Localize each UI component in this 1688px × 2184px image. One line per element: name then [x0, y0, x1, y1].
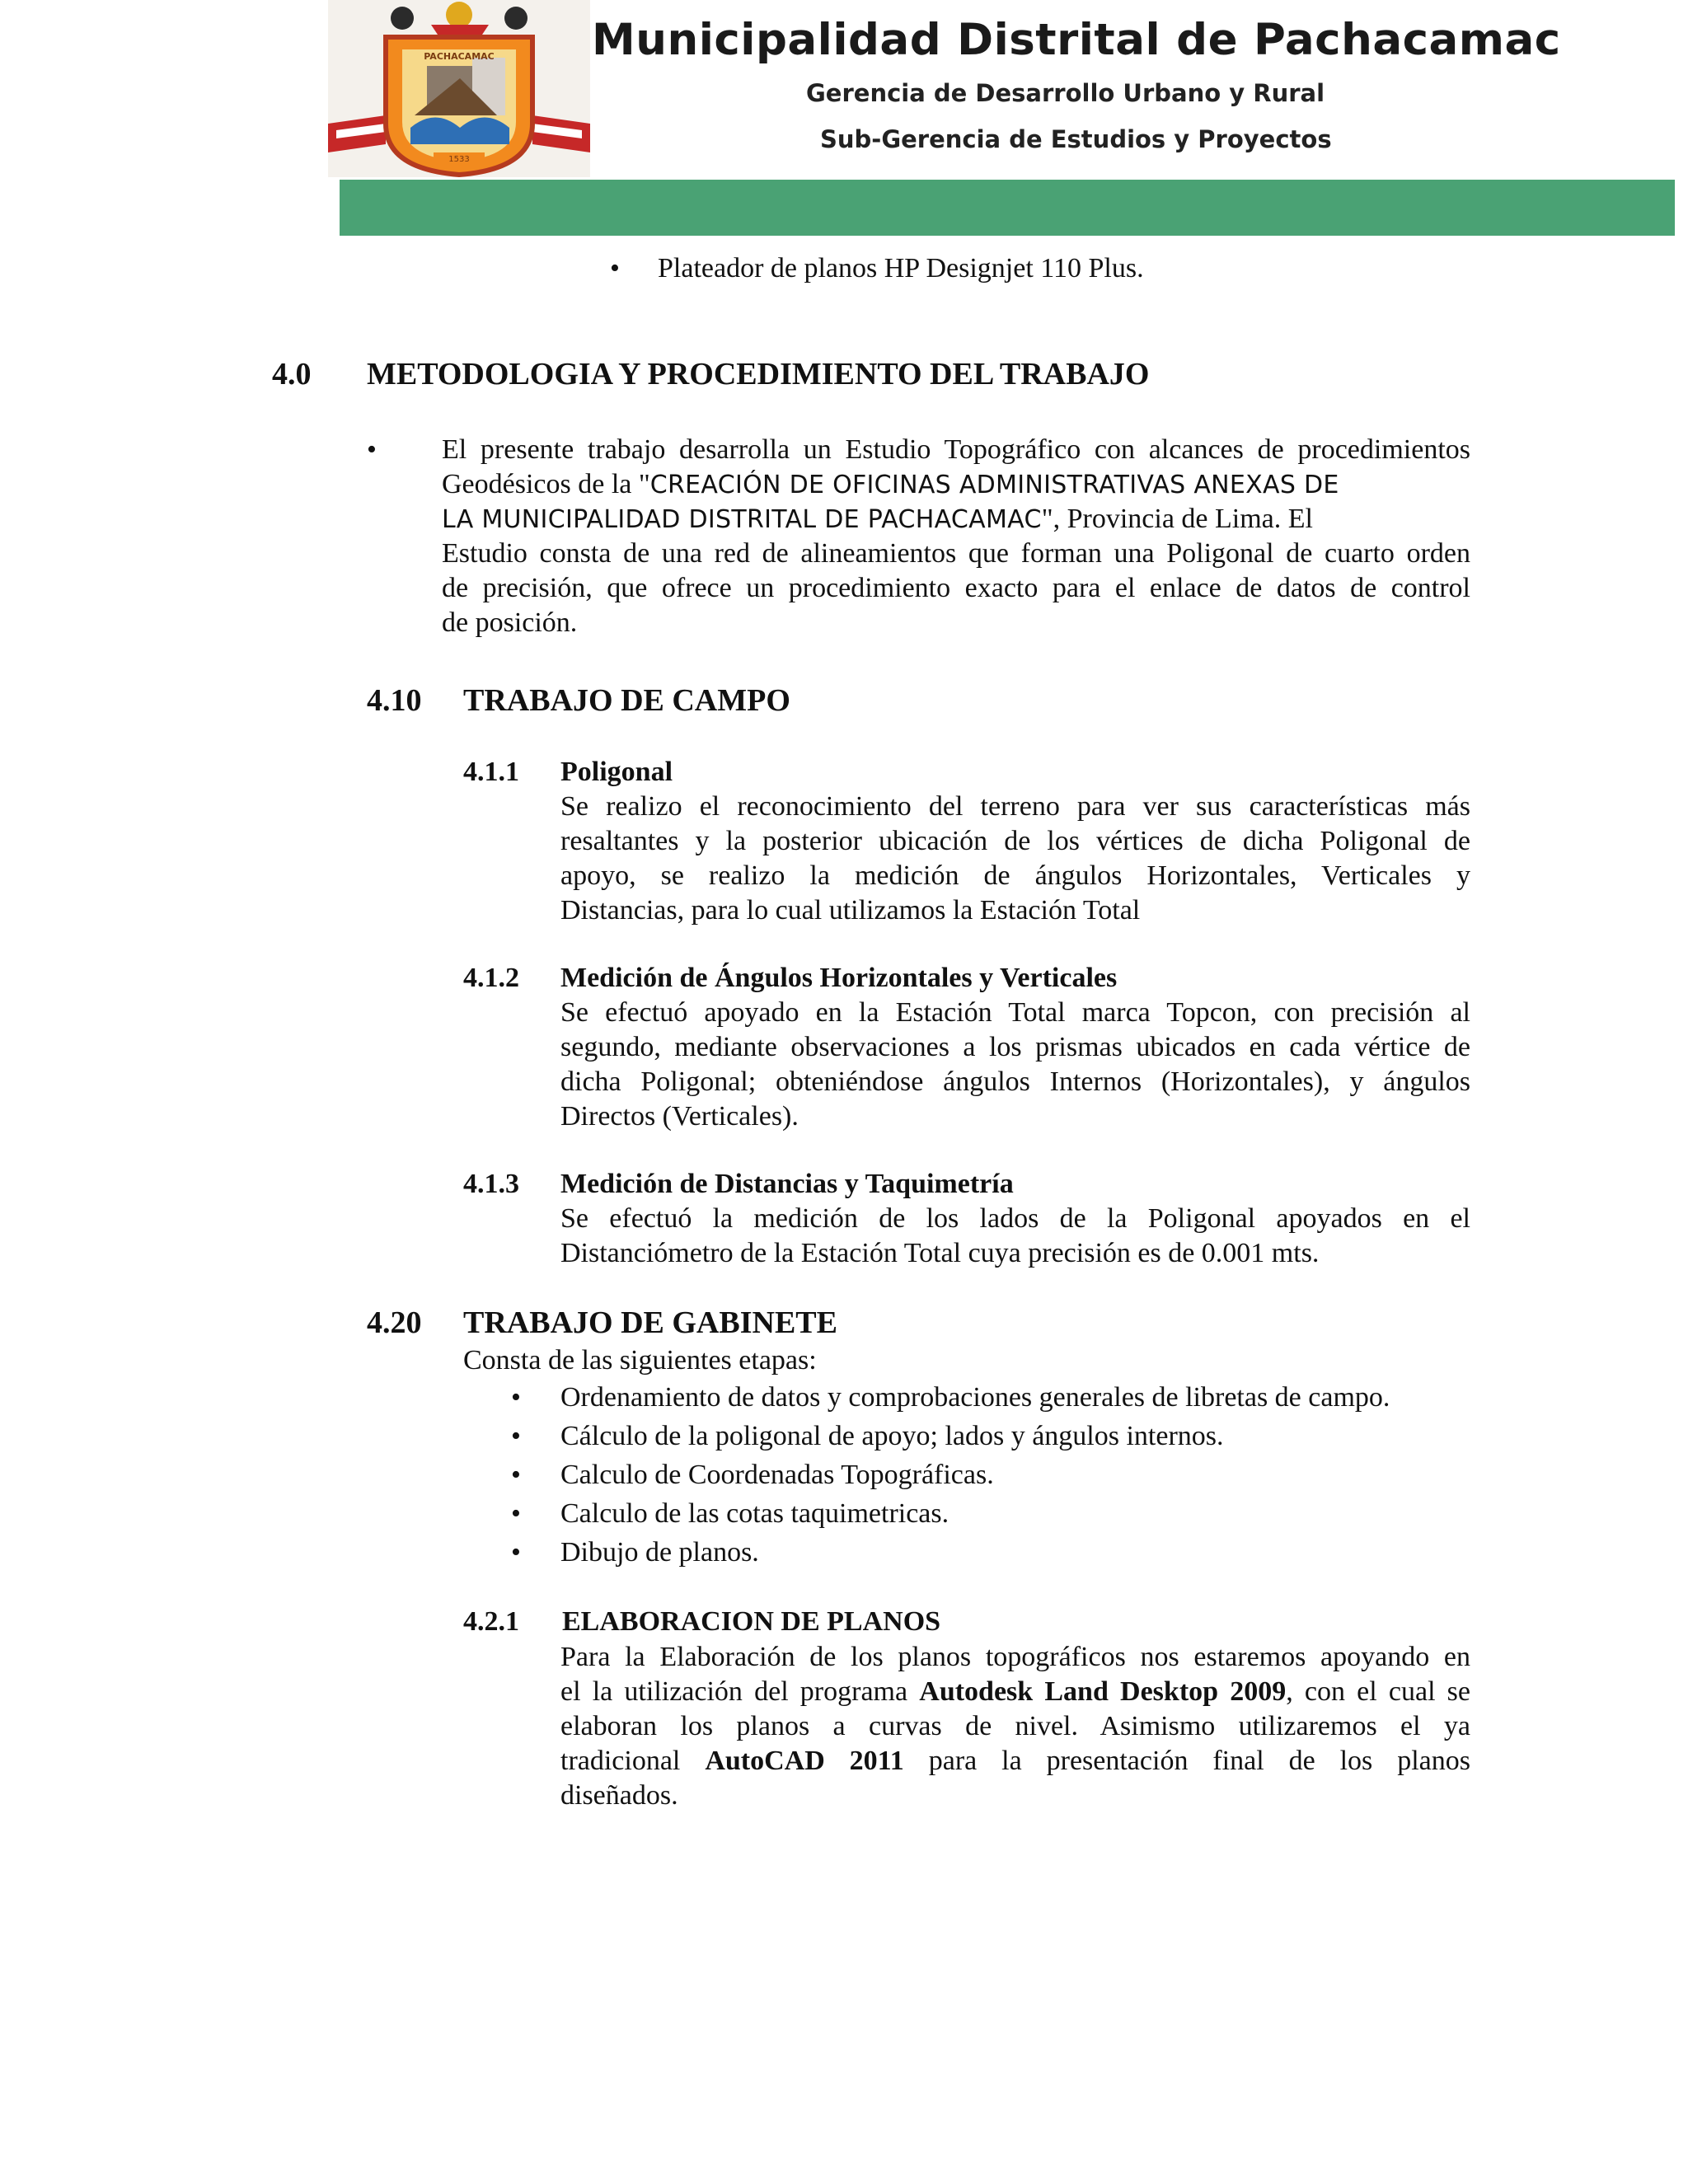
- list-item: Cálculo de la poligonal de apoyo; lados y ángulos internos.: [560, 1421, 1224, 1451]
- subsection-number: 4.1.2: [463, 963, 519, 993]
- subsection-title: ELABORACION DE PLANOS: [562, 1606, 941, 1637]
- svg-text:PACHACAMAC: PACHACAMAC: [424, 51, 495, 62]
- bullet-icon: •: [367, 434, 377, 465]
- list-item: Plateador de planos HP Designjet 110 Plus.: [658, 253, 1144, 284]
- header-green-bar: [340, 180, 1675, 236]
- intro-text: Consta de las siguientes etapas:: [463, 1345, 817, 1376]
- section-title: METODOLOGIA Y PROCEDIMIENTO DEL TRABAJO: [367, 357, 1150, 391]
- municipality-title: Municipalidad Distrital de Pachacamac: [592, 15, 1561, 65]
- distances-paragraph: Se efectuó la medición de los lados de la Poligonal apoyados en el Distanciómetro de la Estación Total cuya precisión es de 0.001 mts.: [560, 1203, 1470, 1268]
- section-title: TRABAJO DE GABINETE: [463, 1305, 837, 1340]
- list-item: Calculo de las cotas taquimetricas.: [560, 1498, 950, 1529]
- department-subtitle: Gerencia de Desarrollo Urbano y Rural: [806, 79, 1325, 107]
- subsection-title: Medición de Distancias y Taquimetría: [560, 1169, 1014, 1199]
- subsection-number: 4.2.1: [463, 1606, 519, 1637]
- section-number: 4.0: [272, 357, 312, 391]
- subsection-number: 4.1.3: [463, 1169, 519, 1199]
- poligonal-paragraph: Se realizo el reconocimiento del terreno para ver sus características más resaltantes y la posterior ubicación de los vértices de dicha Poligonal de apoyo, se realizo la medición de ángulos Horizontales, Verticales y Distancias, para lo cual utilizamos la Estación Total: [560, 791, 1470, 926]
- bullet-icon: •: [511, 1498, 521, 1529]
- list-item: Calculo de Coordenadas Topográficas.: [560, 1460, 994, 1490]
- subsection-number: 4.1.1: [463, 757, 519, 787]
- subsection-title: Poligonal: [560, 757, 673, 787]
- list-item: Dibujo de planos.: [560, 1537, 759, 1568]
- section-number: 4.10: [367, 683, 422, 718]
- bullet-icon: •: [511, 1460, 521, 1490]
- bullet-icon: •: [511, 1382, 521, 1413]
- bullet-icon: •: [511, 1537, 521, 1568]
- plans-paragraph: Para la Elaboración de los planos topográficos nos estaremos apoyando en el la utilización del programa Autodesk Land Desktop 2009, con el cual se elaboran los planos a curvas de nivel. Asimismo utilizaremos el ya tradicional AutoCAD 2011 para la presentación final de los planos diseñados.: [560, 1642, 1471, 1811]
- municipal-logo: [328, 0, 590, 177]
- subsection-title: Medición de Ángulos Horizontales y Verticales: [560, 963, 1118, 993]
- methodology-paragraph: El presente trabajo desarrolla un Estudio Topográfico con alcances de procedimientos Geodésicos de la "CREACIÓN DE OFICINAS ADMINISTRATIVAS ANEXAS DE LA MUNICIPALIDAD DISTRITAL DE PACHACAMAC", Provincia de Lima. El Estudio consta de una red de alineamientos que forman una Poligonal de cuarto orden de precisión, que ofrece un procedimiento exacto para el enlace de datos de control de posición.: [442, 434, 1470, 638]
- section-title: TRABAJO DE CAMPO: [463, 683, 790, 718]
- section-number: 4.20: [367, 1305, 422, 1340]
- bullet-icon: •: [511, 1421, 521, 1451]
- list-item: Ordenamiento de datos y comprobaciones generales de libretas de campo.: [560, 1382, 1390, 1413]
- subdepartment-subtitle: Sub-Gerencia de Estudios y Proyectos: [820, 125, 1332, 153]
- bullet-icon: •: [610, 253, 620, 284]
- svg-text:1533: 1533: [448, 155, 470, 164]
- angles-paragraph: Se efectuó apoyado en la Estación Total marca Topcon, con precisión al segundo, mediante observaciones a los prismas ubicados en cada vértice de dicha Poligonal; obteniéndose ángulos Internos (Horizontales), y ángulos Directos (Verticales).: [560, 997, 1470, 1132]
